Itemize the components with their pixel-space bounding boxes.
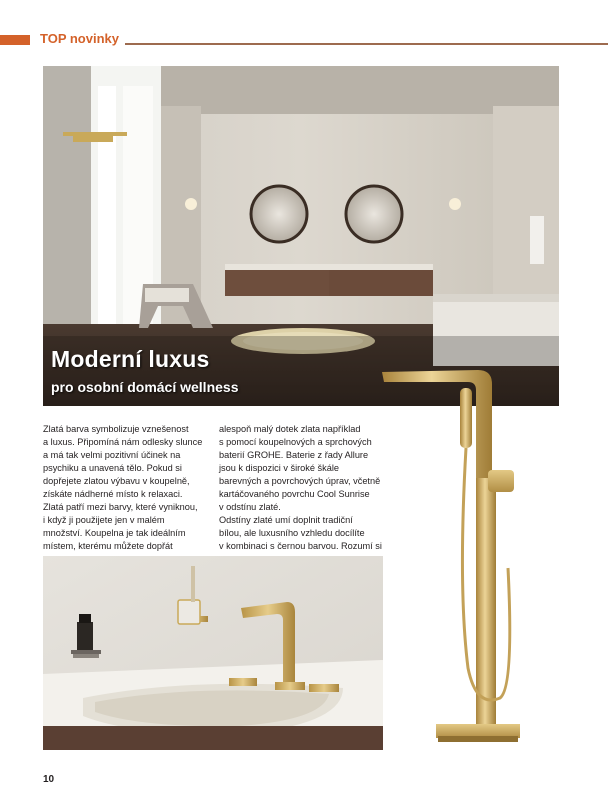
text-line: barevných a povrchových úprav, včetně [219,476,381,486]
text-line: a luxus. Připomíná nám odlesky slunce [43,437,203,447]
text-line: i když ji použijete jen v malém [43,515,165,525]
text-line: Odstíny zlaté umí doplnit tradiční [219,515,353,525]
hero-subtitle: pro osobní domácí wellness [51,379,239,395]
hero-photo [43,66,559,406]
text-line: baterií GROHE. Baterie z řady Allure [219,450,369,460]
header-accent-bar [0,35,30,45]
text-line: v odstínu zlaté. [219,502,281,512]
text-line: kartáčovaného povrchu Cool Sunrise [219,489,370,499]
text-line: alespoň malý dotek zlata například [219,424,361,434]
floor-faucet-image [380,368,530,760]
text-line: s pomocí koupelnových a sprchových [219,437,372,447]
basin-faucet-photo [43,556,383,750]
article-column-right [219,423,389,553]
text-line: jsou k dispozici v široké škále [219,463,339,473]
text-line: místem, kterému můžete dopřát [43,541,173,551]
text-line: Zlatá barva symbolizuje vznešenost [43,424,189,434]
hero-title: Moderní luxus [51,346,210,372]
section-label: TOP novinky [40,31,119,46]
text-line: a má tak velmi pozitivní účinek na [43,450,181,460]
text-line: bílou, ale luxusního vzhledu docílíte [219,528,365,538]
text-line: množství. Koupelna je tak ideálním [43,528,186,538]
article-column-left [43,423,213,553]
text-line: psychiku a unavená tělo. Pokud si [43,463,182,473]
header-rule [125,43,608,45]
text-line: dopřejete zlatou výbavu v koupelně, [43,476,190,486]
page-number: 10 [43,774,55,785]
text-line: Zlatá patří mezi barvy, které vyniknou, [43,502,198,512]
text-line: získáte nádherné místo k relaxaci. [43,489,183,499]
text-line: v kombinaci s černou barvou. Rozumí si [219,541,382,551]
